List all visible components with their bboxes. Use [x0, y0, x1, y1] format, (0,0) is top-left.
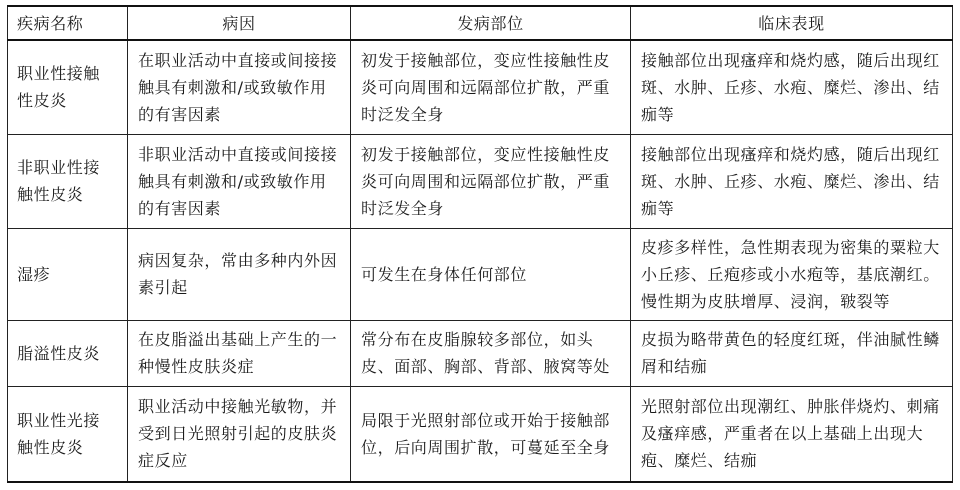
- header-row: [8, 6, 953, 40]
- header-manifestation: 临床表现: [631, 6, 953, 40]
- table-row: [8, 386, 953, 482]
- cell-site: 局限于光照射部位或开始于接触部位，后向周围扩散，可蔓延至全身: [351, 386, 631, 482]
- header-disease-name: 疾病名称: [8, 6, 128, 40]
- cell-disease-name: 非职业性接触性皮炎: [8, 134, 128, 228]
- cell-disease-name: 职业性接触性皮炎: [8, 40, 128, 134]
- cell-cause: 病因复杂，常由多种内外因素引起: [128, 228, 351, 320]
- cell-manifestation: 接触部位出现瘙痒和烧灼感，随后出现红斑、水肿、丘疹、水疱、糜烂、渗出、结痂等: [631, 40, 953, 134]
- cell-cause: 在职业活动中直接或间接接触具有刺激和/或致敏作用的有害因素: [128, 40, 351, 134]
- cell-manifestation: 光照射部位出现潮红、肿胀伴烧灼、刺痛及瘙痒感，严重者在以上基础上出现大疱、糜烂、结痂: [631, 386, 953, 482]
- table-row: [8, 134, 953, 228]
- cell-manifestation: 皮疹多样性，急性期表现为密集的粟粒大小丘疹、丘疱疹或小水疱等，基底潮红。慢性期为皮肤增厚、浸润，皲裂等: [631, 228, 953, 320]
- cell-site: 常分布在皮脂腺较多部位，如头皮、面部、胸部、背部、腋窝等处: [351, 320, 631, 386]
- disease-comparison-table-container: [7, 5, 952, 483]
- disease-comparison-table: [7, 5, 953, 483]
- cell-site: 初发于接触部位，变应性接触性皮炎可向周围和远隔部位扩散，严重时泛发全身: [351, 40, 631, 134]
- cell-disease-name: 职业性光接触性皮炎: [8, 386, 128, 482]
- table-row: [8, 320, 953, 386]
- header-site: 发病部位: [351, 6, 631, 40]
- header-cause: 病因: [128, 6, 351, 40]
- table-header: [8, 6, 953, 40]
- cell-site: 可发生在身体任何部位: [351, 228, 631, 320]
- cell-site: 初发于接触部位，变应性接触性皮炎可向周围和远隔部位扩散，严重时泛发全身: [351, 134, 631, 228]
- cell-disease-name: 脂溢性皮炎: [8, 320, 128, 386]
- cell-manifestation: 接触部位出现瘙痒和烧灼感，随后出现红斑、水肿、丘疹、水疱、糜烂、渗出、结痂等: [631, 134, 953, 228]
- cell-manifestation: 皮损为略带黄色的轻度红斑，伴油腻性鳞屑和结痂: [631, 320, 953, 386]
- cell-cause: 非职业活动中直接或间接接触具有刺激和/或致敏作用的有害因素: [128, 134, 351, 228]
- table-body: [8, 40, 953, 482]
- cell-cause: 职业活动中接触光敏物，并受到日光照射引起的皮肤炎症反应: [128, 386, 351, 482]
- cell-disease-name: 湿疹: [8, 228, 128, 320]
- table-row: [8, 228, 953, 320]
- cell-cause: 在皮脂溢出基础上产生的一种慢性皮肤炎症: [128, 320, 351, 386]
- table-row: [8, 40, 953, 134]
